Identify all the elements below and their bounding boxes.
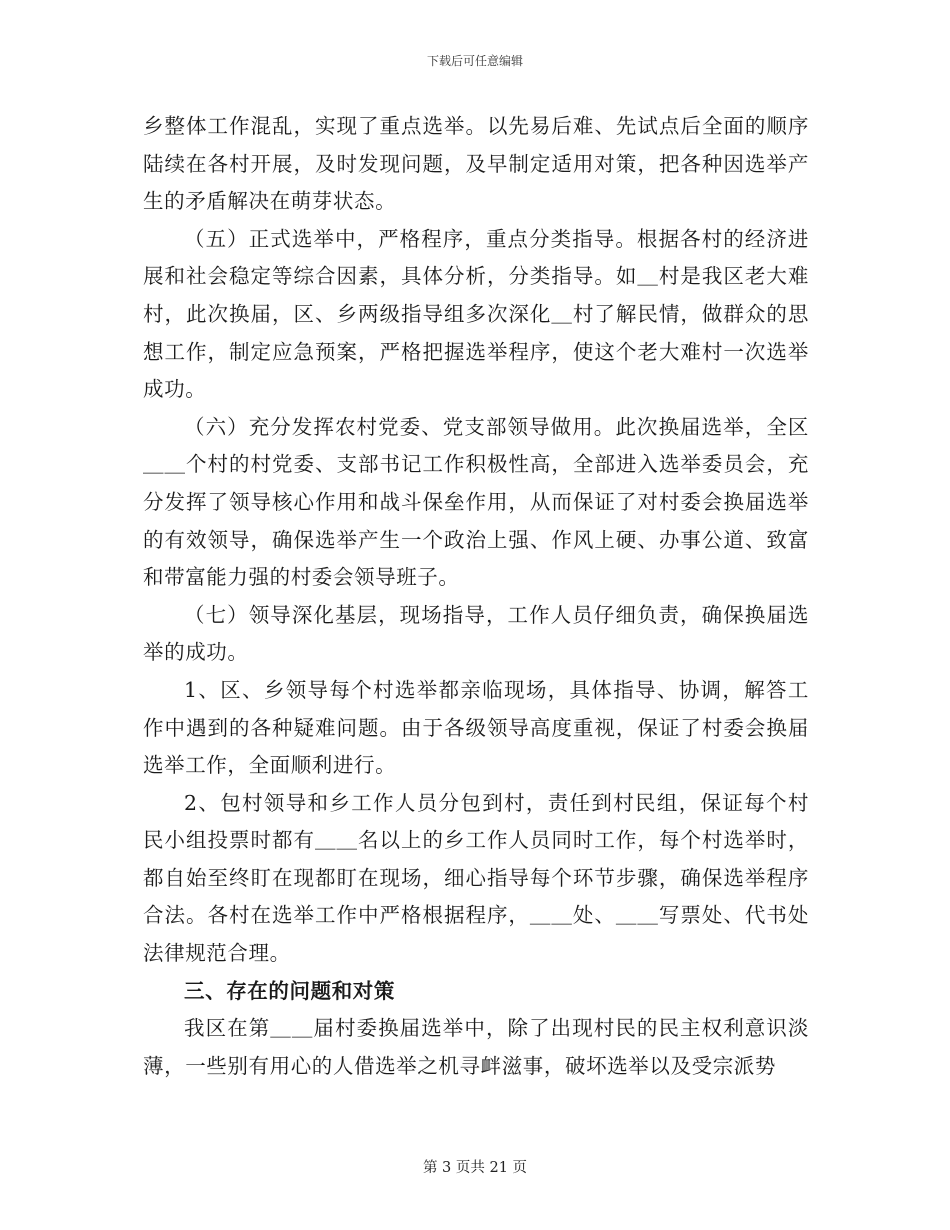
paragraph-section-7: （七）领导深化基层，现场指导，工作人员仔细负责，确保换届选举的成功。 (143, 602, 809, 665)
paragraph-section-5: （五）正式选举中，严格程序，重点分类指导。根据各村的经济进展和社会稳定等综合因素，具体分析，分类指导。如＿村是我区老大难村，此次换届，区、乡两级指导组多次深化＿村了解民情，做群众的思想工作，制定应急预案，严格把握选举程序，使这个老大难村一次选举成功。 (143, 226, 809, 402)
paragraph-section-6: （六）充分发挥农村党委、党支部领导做用。此次换届选举，全区＿＿个村的村党委、支部书记工作积极性高，全部进入选举委员会，充分发挥了领导核心作用和战斗保垒作用，从而保证了对村委会换届选举的有效领导，确保选举产生一个政治上强、作风上硬、办事公道、致富和带富能力强的村委会领导班子。 (143, 414, 809, 590)
paragraph-continuation: 乡整体工作混乱，实现了重点选举。以先易后难、先试点后全面的顺序陆续在各村开展，及时发现问题，及早制定适用对策，把各种因选举产生的矛盾解决在萌芽状态。 (143, 114, 809, 214)
paragraph-problems: 我区在第＿＿届村委换届选举中，除了出现村民的民主权利意识淡薄，一些别有用心的人借选举之机寻衅滋事，破坏选举以及受宗派势 (143, 1016, 809, 1078)
paragraph-item-2: 2、包村领导和乡工作人员分包到村，责任到村民组，保证每个村民小组投票时都有＿＿名以上的乡工作人员同时工作，每个村选举时，都自始至终盯在现都盯在现场，细心指导每个环节步骤，确保选举程序合法。各村在选举工作中严格根据程序，＿＿处、＿＿写票处、代书处法律规范合理。 (143, 790, 809, 966)
section-heading: 三、存在的问题和对策 (184, 978, 395, 1003)
document-body (143, 108, 809, 1085)
page-header: 下载后可任意编辑 (426, 54, 523, 68)
page-footer: 第 3 页共 21 页 (422, 1160, 528, 1176)
paragraph-item-1: 1、区、乡领导每个村选举都亲临现场，具体指导、协调，解答工作中遇到的各种疑难问题。由于各级领导高度重视，保证了村委会换届选举工作，全面顺利进行。 (143, 677, 809, 778)
